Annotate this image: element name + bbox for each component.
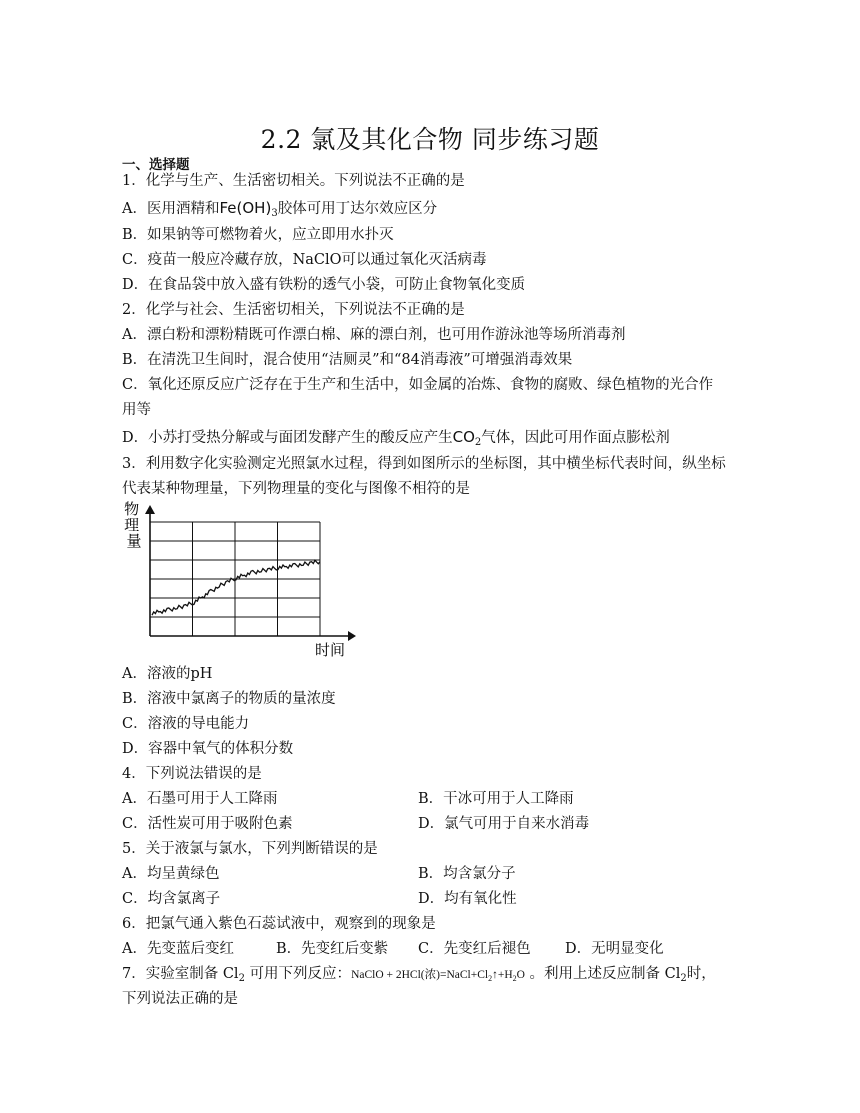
q7-eq-sub2: 2 [512,974,517,983]
q1-option-d: D．在食品袋中放入盛有铁粉的透气小袋，可防止食物氧化变质 [122,277,526,293]
page-title: 2.2 氯及其化合物 同步练习题 [260,125,600,154]
q7-stem-line1 [122,964,716,989]
series-line [152,560,320,615]
q2-option-c-line2: 用等 [122,402,151,418]
q7-pre: 7．实验室制备 Cl [122,966,239,982]
q4-option-b: B．干冰可用于人工降雨 [418,791,574,807]
q1-stem: 1．化学与生产、生活密切相关。下列说法不正确的是 [122,173,465,189]
q3-option-a: A．溶液的pH [122,666,213,682]
q3-stem-line1: 3．利用数字化实验测定光照氯水过程，得到如图所示的坐标图，其中横坐标代表时间，纵坐标 [122,456,726,472]
q1-option-a-formula: Fe(OH) [219,199,272,217]
q6-option-c: C．先变红后褪色 [418,941,531,957]
y-axis-label-char: 量 [126,532,142,550]
q7-sub1: 2 [238,973,245,984]
q2-option-d-post: 气体，因此可用作面点膨松剂 [481,430,670,446]
q2-stem: 2．化学与社会、生活密切相关，下列说法不正确的是 [122,302,465,318]
q6-stem: 6．把氯气通入紫色石蕊试液中，观察到的现象是 [122,916,436,932]
q2-option-d [122,427,670,453]
x-axis-arrow [348,631,356,641]
q1-option-a-pre: A．医用酒精和 [122,201,220,217]
q3-option-b: B．溶液中氯离子的物质的量浓度 [122,691,336,707]
q2-option-a: A．漂白粉和漂粉精既可作漂白棉、麻的漂白剂，也可用作游泳池等场所消毒剂 [122,327,626,343]
q5-option-c: C．均含氯离子 [122,891,221,907]
q7-post2: 时， [686,966,716,982]
q1-option-c: C．疫苗一般应冷藏存放，NaClO可以通过氧化灭活病毒 [122,252,487,268]
q2-option-c-line1: C．氧化还原反应广泛存在于生产和生活中，如金属的冶炼、食物的腐败、绿色植物的光合作 [122,377,714,393]
q4-stem: 4．下列说法错误的是 [122,766,262,782]
q7-eq-end: O [516,969,525,981]
q5-option-d: D．均有氧化性 [418,891,517,907]
q1-option-a-post: 胶体可用丁达尔效应区分 [277,201,438,217]
q7-eq-sub: 2 [488,974,493,983]
q3-chart [118,500,358,660]
q5-option-b: B．均含氯分子 [418,866,516,882]
q7-stem-line2: 下列说法正确的是 [122,991,238,1007]
y-axis-label-char: 理 [124,516,140,534]
q1-option-b: B．如果钠等可燃物着火，应立即用水扑灭 [122,227,394,243]
q4-option-d: D．氯气可用于自来水消毒 [418,816,590,832]
q2-option-d-formula: CO [452,428,475,446]
q5-option-a: A．均呈黄绿色 [122,866,220,882]
q3-option-c: C．溶液的导电能力 [122,716,250,732]
q1-option-a-subscript: 3 [271,208,278,219]
x-axis-label: 时间 [314,641,346,659]
q4-option-a: A．石墨可用于人工降雨 [122,791,278,807]
q2-option-d-pre: D．小苏打受热分解或与面团发酵产生的酸反应产生 [122,430,453,446]
q6-option-b: B．先变红后变紫 [276,941,389,957]
chart-grid [150,522,320,636]
q2-option-b: B．在清洗卫生间时，混合使用“洁厕灵”和“84消毒液”可增强消毒效果 [122,352,573,368]
y-axis-arrow [145,505,155,514]
q2-option-d-subscript: 2 [474,437,482,448]
q7-eq-post: ↑+H [492,969,513,981]
q5-stem: 5．关于液氯与氯水，下列判断错误的是 [122,841,378,857]
q7-sub2: 2 [680,973,687,984]
y-axis-label [124,500,144,550]
y-axis-label-char: 物 [124,500,140,518]
q7-eq-main: NaClO + 2HCl(浓)=NaCl+Cl [351,969,489,981]
q4-option-c: C．活性炭可用于吸附色素 [122,816,293,832]
section-heading: 一、选择题 [122,157,190,173]
q6-option-d: D．无明显变化 [565,941,664,957]
q1-option-a [122,198,437,224]
q3-option-d: D．容器中氧气的体积分数 [122,741,294,757]
q3-stem-line2: 代表某种物理量，下列物理量的变化与图像不相符的是 [122,481,470,497]
q7-post: 。利用上述反应制备 Cl [524,966,681,982]
q7-mid: 可用下列反应： [244,966,352,982]
q6-option-a: A．先变蓝后变红 [122,941,234,957]
q7-equation [351,969,525,981]
